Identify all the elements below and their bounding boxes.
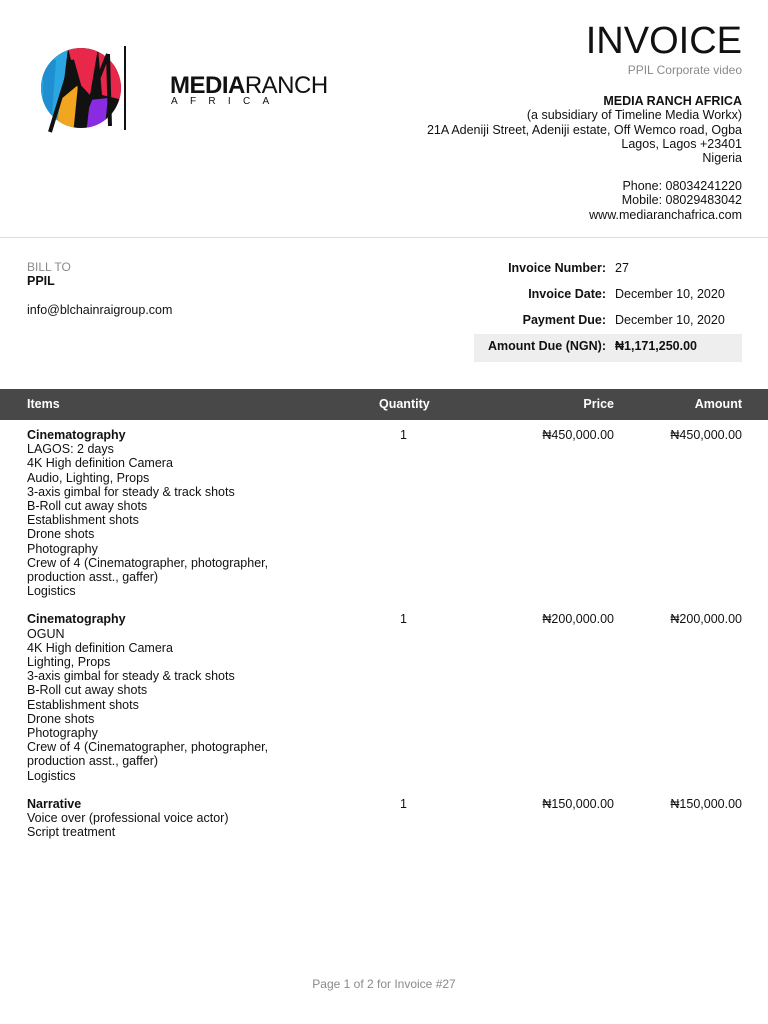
item-detail-line: Logistics [27,584,76,599]
item-detail-line: Voice over (professional voice actor) [27,811,229,826]
items-table-header [0,389,768,420]
column-header-quantity: Quantity [379,397,430,411]
item-detail-line: B-Roll cut away shots [27,683,148,698]
invoice-date-value: December 10, 2020 [615,287,725,301]
company-line-2: 21A Adeniji Street, Adeniji estate, Off Wemco road, Ogba [426,122,742,137]
item-title: Cinematography [27,612,126,627]
table-row [0,797,768,840]
item-detail-line: Logistics [27,768,76,783]
item-quantity: 1 [400,612,407,627]
item-amount: ₦450,000.00 [670,428,742,442]
item-amount: ₦200,000.00 [670,612,742,627]
company-phone: Phone: 08034241220 [622,179,742,193]
item-title: Cinematography [27,428,126,442]
item-detail-line: production asst., gaffer) [27,754,159,769]
payment-due-label: Payment Due: [522,313,606,327]
company-name: MEDIA RANCH AFRICA [603,94,742,108]
table-row [0,612,768,782]
column-header-amount: Amount [694,397,742,411]
item-amount: ₦150,000.00 [670,796,742,811]
item-detail-line: production asst., gaffer) [27,570,159,585]
item-title: Narrative [27,796,82,811]
item-detail-line: Photography [27,541,98,556]
logo-subtitle: AFRICA [171,96,282,107]
invoice-date-label: Invoice Date: [528,287,606,301]
item-description [27,428,327,598]
item-detail-line: Drone shots [27,527,95,542]
item-detail-line: 4K High definition Camera [27,456,173,471]
logo-divider [124,46,126,130]
item-quantity: 1 [400,796,407,811]
amount-due-value: ₦1,171,250.00 [615,339,698,353]
item-price: ₦450,000.00 [542,428,614,442]
company-line-1: (a subsidiary of Timeline Media Workx) [526,108,742,123]
logo-mark-icon [38,40,138,140]
company-address [427,94,742,165]
invoice-title: INVOICE [585,20,742,62]
bill-to-name: PPIL [27,274,55,288]
item-detail-line: Establishment shots [27,697,139,712]
company-line-4: Nigeria [702,151,742,166]
payment-due-value: December 10, 2020 [615,313,725,327]
item-detail-line: Crew of 4 (Cinematographer, photographer, [27,740,269,755]
invoice-number-value: 27 [615,261,629,275]
bill-to-email[interactable]: info@blchainraigroup.com [27,303,173,317]
invoice-date-row [474,282,742,308]
item-price: ₦200,000.00 [542,612,614,627]
item-detail-line: Crew of 4 (Cinematographer, photographer, [27,555,269,570]
item-detail-line: Audio, Lighting, Props [27,470,150,485]
invoice-subtitle: PPIL Corporate video [627,63,742,77]
table-row [0,428,768,598]
item-detail-line: Script treatment [27,825,116,840]
page-footer: Page 1 of 2 for Invoice #27 [312,977,456,991]
item-detail-line: Photography [27,726,98,741]
item-detail-line: B-Roll cut away shots [27,499,148,514]
column-header-items: Items [27,397,60,411]
item-price: ₦150,000.00 [542,796,614,811]
item-detail-line: 3-axis gimbal for steady & track shots [27,484,235,499]
item-detail-line: 4K High definition Camera [27,640,173,655]
company-line-3: Lagos, Lagos +23401 [621,136,742,151]
company-website[interactable]: www.mediaranchafrica.com [589,207,742,222]
company-mobile: Mobile: 08029483042 [621,193,742,208]
payment-due-row [474,308,742,334]
invoice-number-label: Invoice Number: [508,261,606,275]
item-detail-line: LAGOS: 2 days [27,442,114,457]
item-detail-line: 3-axis gimbal for steady & track shots [27,669,235,684]
logo-wordmark: MEDIARANCH [170,72,328,99]
item-description [27,797,327,840]
item-detail-line: Drone shots [27,711,95,726]
column-header-price: Price [583,397,614,411]
invoice-meta [474,256,742,362]
item-quantity: 1 [400,428,407,442]
invoice-header [0,0,768,238]
bill-to-label: BILL TO [27,260,71,274]
amount-due-label: Amount Due (NGN): [487,339,606,353]
item-description [27,612,327,782]
amount-due-row [474,334,742,362]
item-detail-line: OGUN [27,626,65,641]
items-table-body [0,428,768,853]
item-detail-line: Lighting, Props [27,655,111,670]
company-logo [38,40,328,140]
item-detail-line: Establishment shots [27,513,139,528]
invoice-number-row [474,256,742,282]
company-contact [589,179,742,222]
